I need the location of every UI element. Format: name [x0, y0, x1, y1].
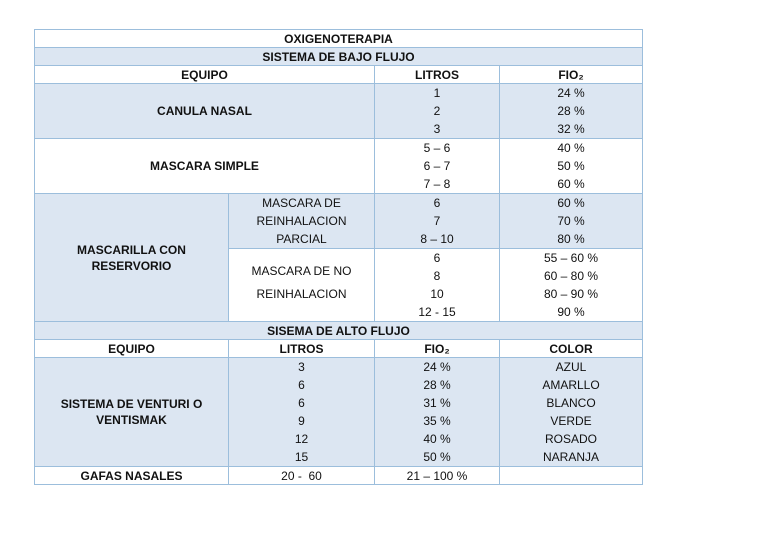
table-row [35, 84, 643, 139]
venturi-litros [229, 358, 375, 467]
low-flow-heading: SISTEMA DE BAJO FLUJO [35, 48, 643, 66]
cell-value: 35 % [423, 414, 451, 428]
cell-value: 6 [298, 378, 305, 392]
cell-value: 3 [433, 122, 441, 136]
table-row [35, 358, 643, 467]
cell-value: VERDE [550, 414, 592, 428]
high-flow-col-equipo: EQUIPO [35, 340, 229, 358]
cell-value: 90 % [557, 305, 585, 319]
label-line: REINHALACION [256, 214, 347, 228]
label-line: SISTEMA DE VENTURI O [60, 397, 203, 411]
mascara-simple-fio2 [500, 139, 643, 194]
table-row [35, 194, 643, 249]
cell-value: 28 % [557, 104, 585, 118]
cell-value: 24 % [423, 360, 451, 374]
cell-value: 40 % [557, 141, 585, 155]
cell-value: 8 – 10 [420, 232, 454, 246]
cell-value: 10 [430, 287, 444, 301]
gafas-nasales-fio2: 21 – 100 % [375, 467, 500, 485]
cell-value: 60 % [557, 196, 585, 210]
cell-value: 6 [433, 251, 441, 265]
cell-value: 60 – 80 % [543, 269, 599, 283]
table-title: OXIGENOTERAPIA [35, 30, 643, 48]
cell-value: 7 [433, 214, 441, 228]
cell-value: 6 [433, 196, 441, 210]
cell-value: 8 [433, 269, 441, 283]
mascara-no-reinhalacion-label [229, 249, 375, 322]
high-flow-col-litros: LITROS [229, 340, 375, 358]
mascara-reinhalacion-parcial-label [229, 194, 375, 249]
cell-value: 31 % [423, 396, 451, 410]
parcial-litros [375, 194, 500, 249]
oxygen-therapy-table [34, 29, 643, 485]
venturi-fio2 [375, 358, 500, 467]
cell-value: 70 % [557, 214, 585, 228]
cell-value: 3 [298, 360, 305, 374]
cell-value: 1 [433, 86, 441, 100]
cell-value: 28 % [423, 378, 451, 392]
label-line: MASCARILLA CON [77, 242, 186, 257]
cell-value: 40 % [423, 432, 451, 446]
gafas-nasales-label: GAFAS NASALES [35, 467, 229, 485]
cell-value: 12 - 15 [418, 305, 456, 319]
cell-value: 60 % [557, 177, 585, 191]
cell-value: 9 [298, 414, 305, 428]
label-line: MASCARA DE [262, 196, 341, 210]
low-flow-col-litros: LITROS [375, 66, 500, 84]
low-flow-col-equipo: EQUIPO [35, 66, 375, 84]
no-reinhalacion-litros [375, 249, 500, 322]
gafas-nasales-color [500, 467, 643, 485]
cell-value: 80 – 90 % [543, 287, 599, 301]
high-flow-heading: SISEMA DE ALTO FLUJO [35, 322, 643, 340]
mascarilla-reservorio-label [35, 194, 229, 322]
canula-nasal-litros [375, 84, 500, 139]
cell-value: AZUL [555, 360, 587, 374]
cell-value: BLANCO [546, 396, 596, 410]
cell-value: 80 % [557, 232, 585, 246]
cell-value: 55 – 60 % [543, 251, 599, 265]
cell-value: 15 [294, 450, 309, 464]
mascara-simple-litros [375, 139, 500, 194]
canula-nasal-label: CANULA NASAL [35, 84, 375, 139]
canula-nasal-fio2 [500, 84, 643, 139]
label-line: REINHALACION [256, 287, 347, 301]
table-row [35, 467, 643, 485]
label-line: VENTISMAK [96, 413, 167, 427]
label-line: RESERVORIO [91, 258, 172, 273]
parcial-fio2 [500, 194, 643, 249]
label-line: PARCIAL [276, 232, 327, 246]
high-flow-col-color: COLOR [500, 340, 643, 358]
table-row [35, 139, 643, 194]
cell-value: 32 % [557, 122, 585, 136]
cell-value: ROSADO [544, 432, 597, 446]
cell-value: 6 – 7 [423, 159, 451, 173]
no-reinhalacion-fio2 [500, 249, 643, 322]
venturi-label [35, 358, 229, 467]
cell-value: 50 % [423, 450, 451, 464]
cell-value: AMARLLO [542, 378, 600, 392]
gafas-nasales-litros: 20 - 60 [229, 467, 375, 485]
cell-value: 7 – 8 [423, 177, 451, 191]
cell-value: 5 – 6 [423, 141, 451, 155]
high-flow-col-fio2: FIO₂ [375, 340, 500, 358]
cell-value: 24 % [557, 86, 585, 100]
cell-value: 12 [294, 432, 309, 446]
cell-value: 50 % [557, 159, 585, 173]
low-flow-col-fio2: FIO₂ [500, 66, 643, 84]
cell-value: NARANJA [542, 450, 599, 464]
mascara-simple-label: MASCARA SIMPLE [35, 139, 375, 194]
cell-value: 2 [433, 104, 441, 118]
cell-value: 6 [298, 396, 305, 410]
venturi-color [500, 358, 643, 467]
label-line: MASCARA DE NO [251, 264, 352, 278]
